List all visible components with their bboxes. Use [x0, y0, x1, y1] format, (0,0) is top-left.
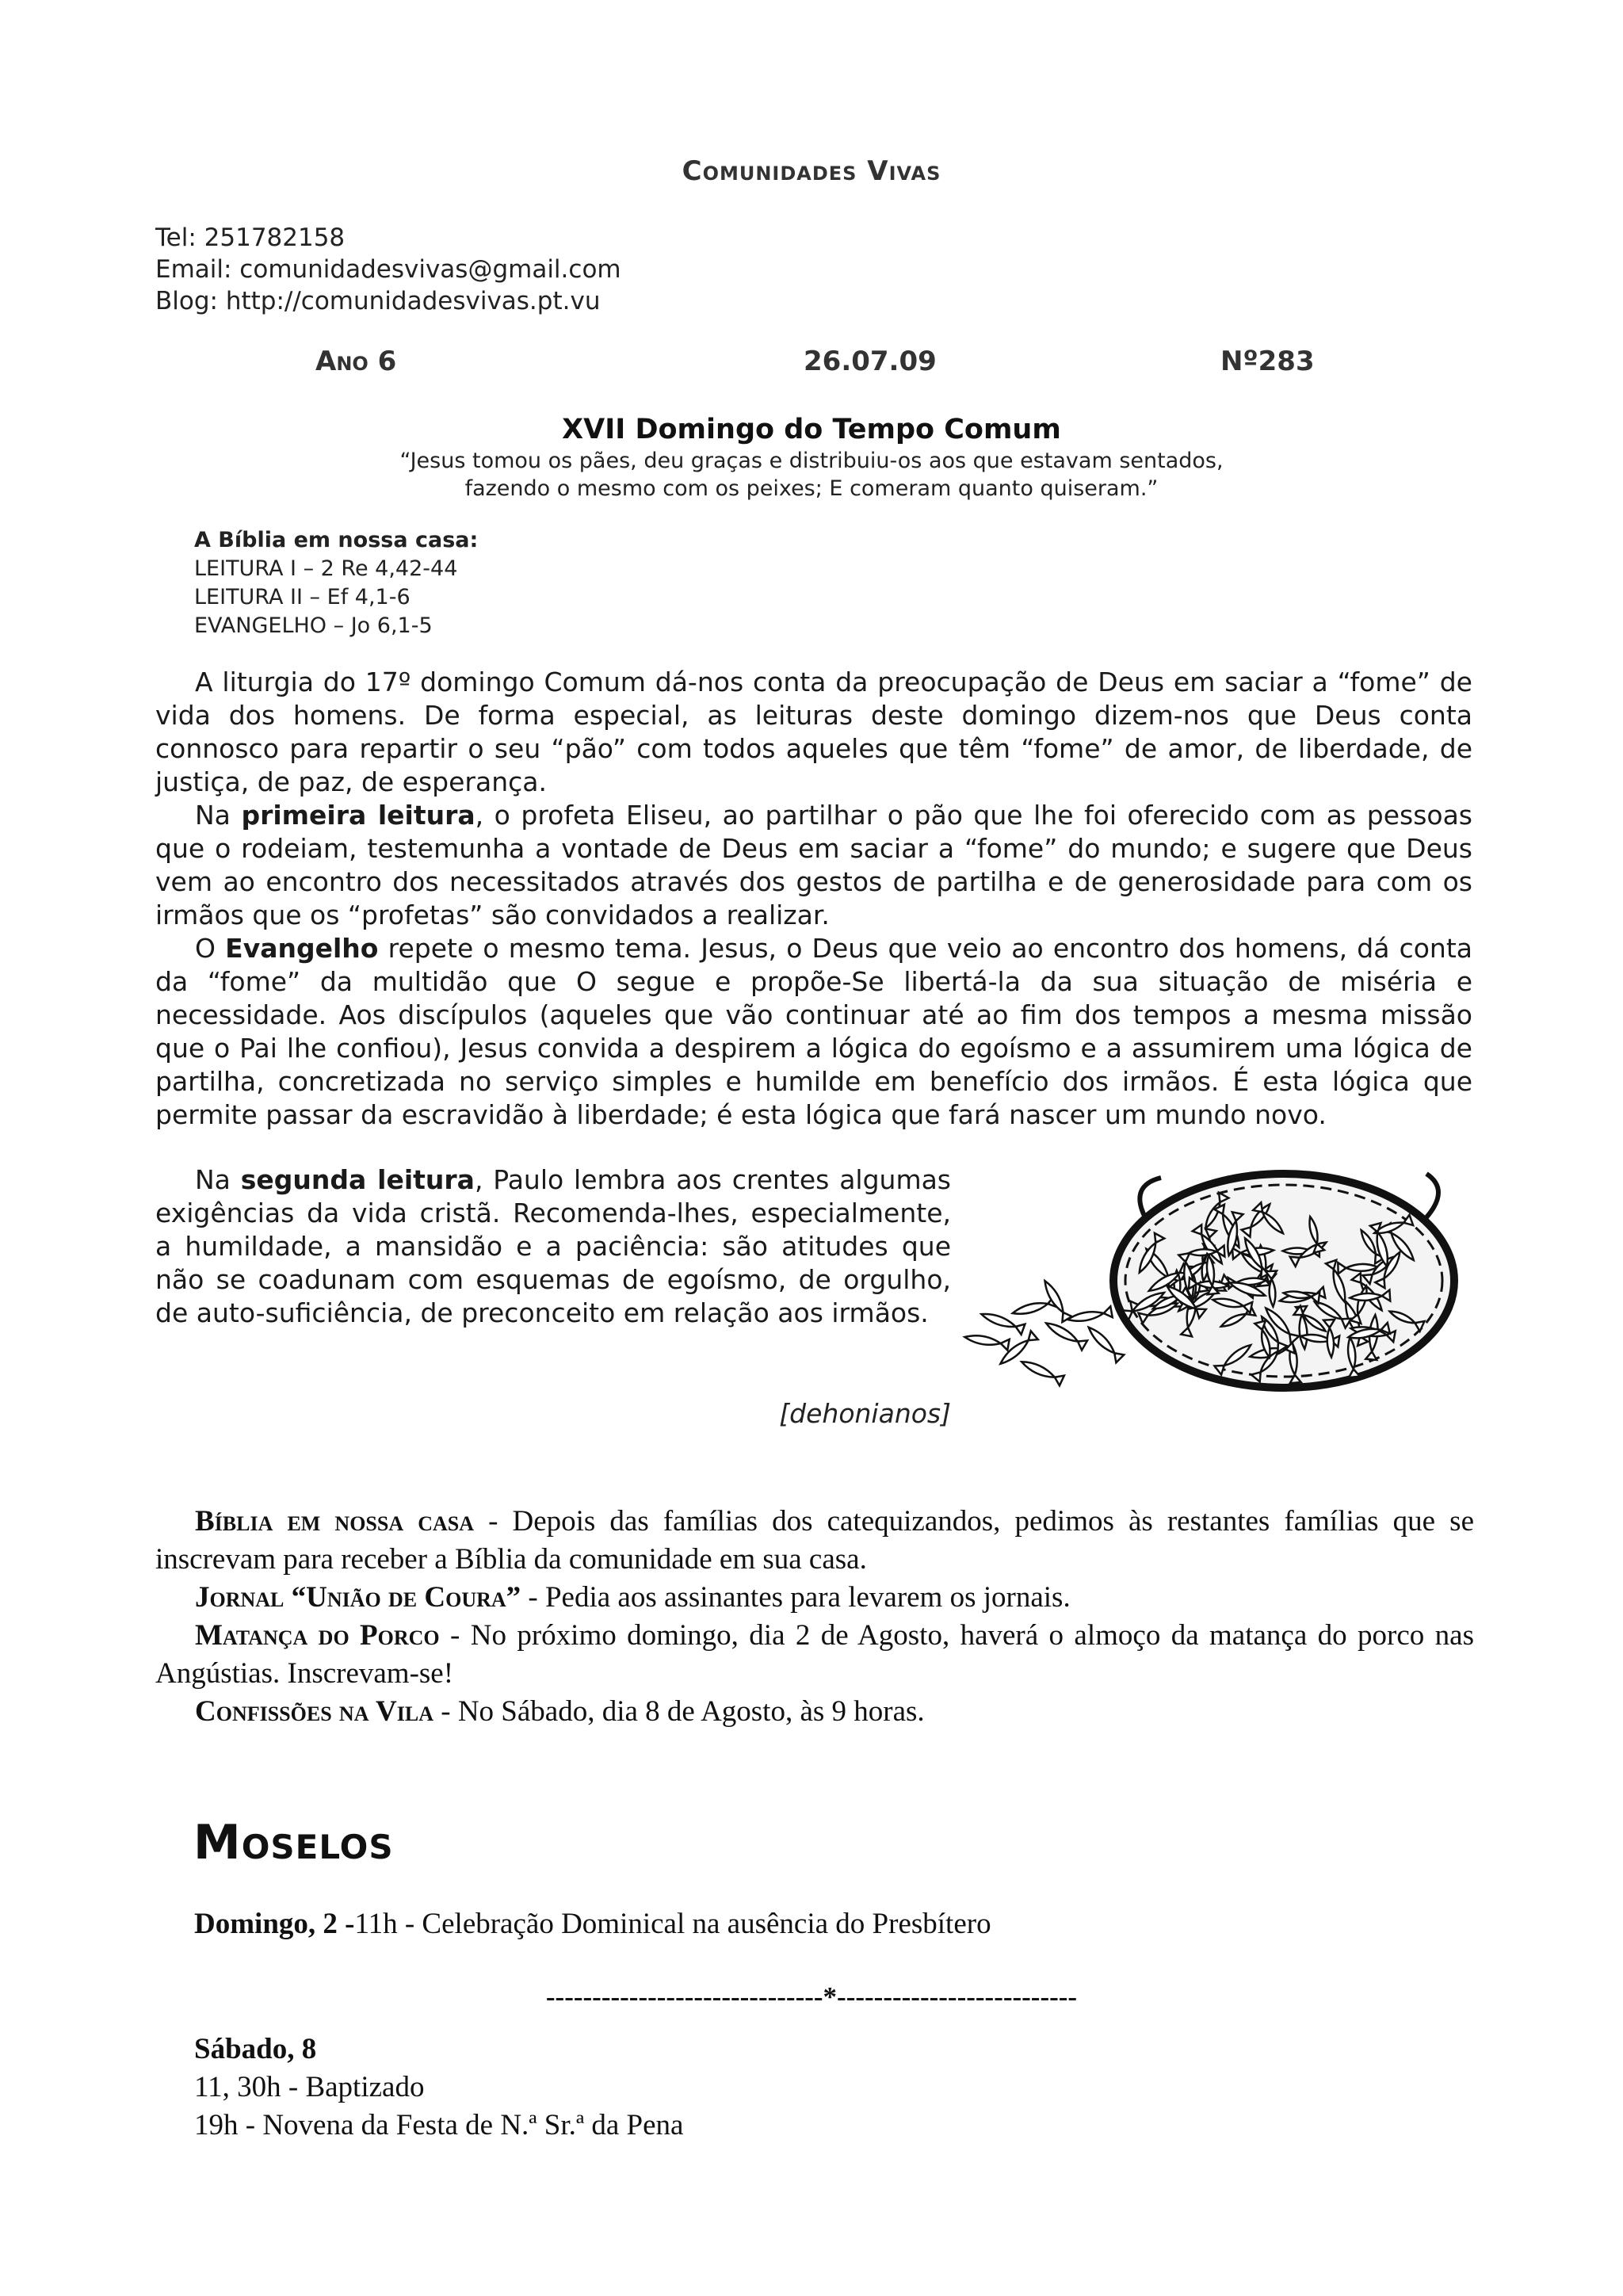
- emphasis-gospel: Evangelho: [225, 933, 379, 964]
- notice-title: Jornal “União de Coura”: [195, 1581, 521, 1614]
- notice-text: - Depois das famílias dos catequizandos, pedimos às restantes famílias que se inscrevam para receber a Bíblia da comunidade em sua casa.: [155, 1505, 1474, 1576]
- section-divider: ------------------------------*--------------------------: [545, 1981, 1078, 2012]
- issue-date: 26.07.09: [804, 346, 937, 377]
- reading-item: LEITURA I – 2 Re 4,42-44: [194, 556, 458, 581]
- emphasis-second-reading: segunda leitura: [240, 1164, 475, 1195]
- notice-title: Matança do Porco: [195, 1619, 440, 1652]
- gospel-quote-line: “Jesus tomou os pães, deu graças e distribuiu-os aos que estavam sentados,: [399, 449, 1224, 473]
- schedule-entry: 19h - Novena da Festa de N.ª Sr.ª da Pena: [194, 2109, 684, 2141]
- notice-item: [155, 1503, 1474, 1579]
- reflection-article: [155, 666, 1472, 1132]
- source-credit: [dehonianos]: [779, 1398, 951, 1429]
- fish-shape: [1040, 1278, 1071, 1322]
- contact-phone: Tel: 251782158: [155, 223, 346, 252]
- contact-block: [155, 222, 621, 317]
- schedule-day-label: Sábado, 8: [194, 2033, 317, 2065]
- notices-section: [155, 1503, 1474, 1731]
- issue-year: Ano 6: [315, 346, 397, 377]
- notice-item: [155, 1693, 1474, 1731]
- reflection-paragraph: O Evangelho repete o mesmo tema. Jesus, o Deus que veio ao encontro dos homens, dá conta da “fome” da multidão que O segue e propõe-Se libertá-la da sua situação de miséria e necessidade. Aos discípulos (aqueles que vão continuar até ao fim dos tempos a mesma missão que o Pai lhe confiou), Jesus convida a despirem a lógica do egoísmo e a assumirem uma lógica de partilha, concretizada no serviço simples e humilde em benefício dos irmãos. É esta lógica que permite passar da escravidão à liberdade; é esta lógica que fará nascer um mundo novo.: [155, 933, 1473, 1130]
- readings-box: [194, 526, 478, 640]
- fish-shape: [964, 1331, 1010, 1350]
- notice-text: - No Sábado, dia 8 de Agosto, às 9 horas.: [433, 1695, 925, 1728]
- fish-basket-illustration: [951, 1162, 1474, 1415]
- notice-text: - Pedia aos assinantes para levarem os jornais.: [521, 1581, 1071, 1614]
- schedule-entry: 11, 30h - Baptizado: [194, 2071, 425, 2103]
- schedule-entry: 11h - Celebração Dominical na ausência do Presbítero: [354, 1908, 991, 1940]
- reflection-paragraph-second-reading: Na segunda leitura, Paulo lembra aos crentes algumas exigências da vida cristã. Recomenda-lhes, especialmente, a humildade, a mansidão e a paciência: são atitudes que não se coadunam com esquemas de egoísmo, de orgulho, de auto-suficiência, de preconceito em relação aos irmãos.: [155, 1164, 952, 1328]
- issue-info-bar: [0, 346, 1623, 380]
- notice-title: Bíblia em nossa casa: [195, 1505, 475, 1538]
- gospel-quote: [0, 447, 1623, 502]
- fish-shape: [1067, 1306, 1113, 1325]
- reading-item: LEITURA II – Ef 4,1-6: [194, 585, 411, 609]
- fish-shape: [1019, 1357, 1064, 1385]
- notice-item: [155, 1617, 1474, 1693]
- notice-text: - No próximo domingo, dia 2 de Agosto, haverá o almoço da matança do porco nas Angústias. Inscrevam-se!: [155, 1619, 1474, 1690]
- readings-title: A Bíblia em nossa casa:: [194, 528, 479, 552]
- emphasis-first-reading: primeira leitura: [241, 800, 475, 831]
- contact-blog: Blog: http://comunidadesvivas.pt.vu: [155, 287, 601, 315]
- contact-email: Email: comunidadesvivas@gmail.com: [155, 255, 621, 284]
- schedule-day-label: Domingo, 2 -: [194, 1908, 355, 1940]
- reflection-paragraph: Na primeira leitura, o profeta Eliseu, ao partilhar o pão que lhe foi oferecido com as pessoas que o rodeiam, testemunha a vontade de Deus em saciar a “fome” do mundo; e sugere que Deus vem ao encontro dos necessitados através dos gestos de partilha e de generosidade para com os irmãos que os “profetas” são convidados a realizar.: [155, 800, 1473, 930]
- notice-item: [155, 1579, 1474, 1617]
- fish-shape: [1085, 1324, 1124, 1362]
- sunday-title: XVII Domingo do Tempo Comum: [562, 414, 1061, 445]
- issue-number: Nº283: [1220, 346, 1315, 377]
- schedule-saturday: [194, 2030, 683, 2145]
- schedule-sunday: [194, 1907, 991, 1941]
- masthead: Comunidades Vivas: [682, 155, 941, 187]
- notice-title: Confissões na Vila: [195, 1695, 434, 1728]
- fish-shape: [1044, 1318, 1087, 1350]
- reflection-paragraph: A liturgia do 17º domingo Comum dá-nos conta da preocupação de Deus em saciar a “fome” de vida dos homens. De forma especial, as leituras deste domingo dizem-nos que Deus conta connosco para repartir o seu “pão” com todos aqueles que têm “fome” de amor, de liberdade, de justiça, de paz, de esperança.: [155, 667, 1472, 797]
- parish-heading: Moselos: [193, 1815, 394, 1870]
- reading-item: EVANGELHO – Jo 6,1-5: [194, 613, 433, 638]
- gospel-quote-line: fazendo o mesmo com os peixes; E comeram quanto quiseram.”: [464, 476, 1159, 501]
